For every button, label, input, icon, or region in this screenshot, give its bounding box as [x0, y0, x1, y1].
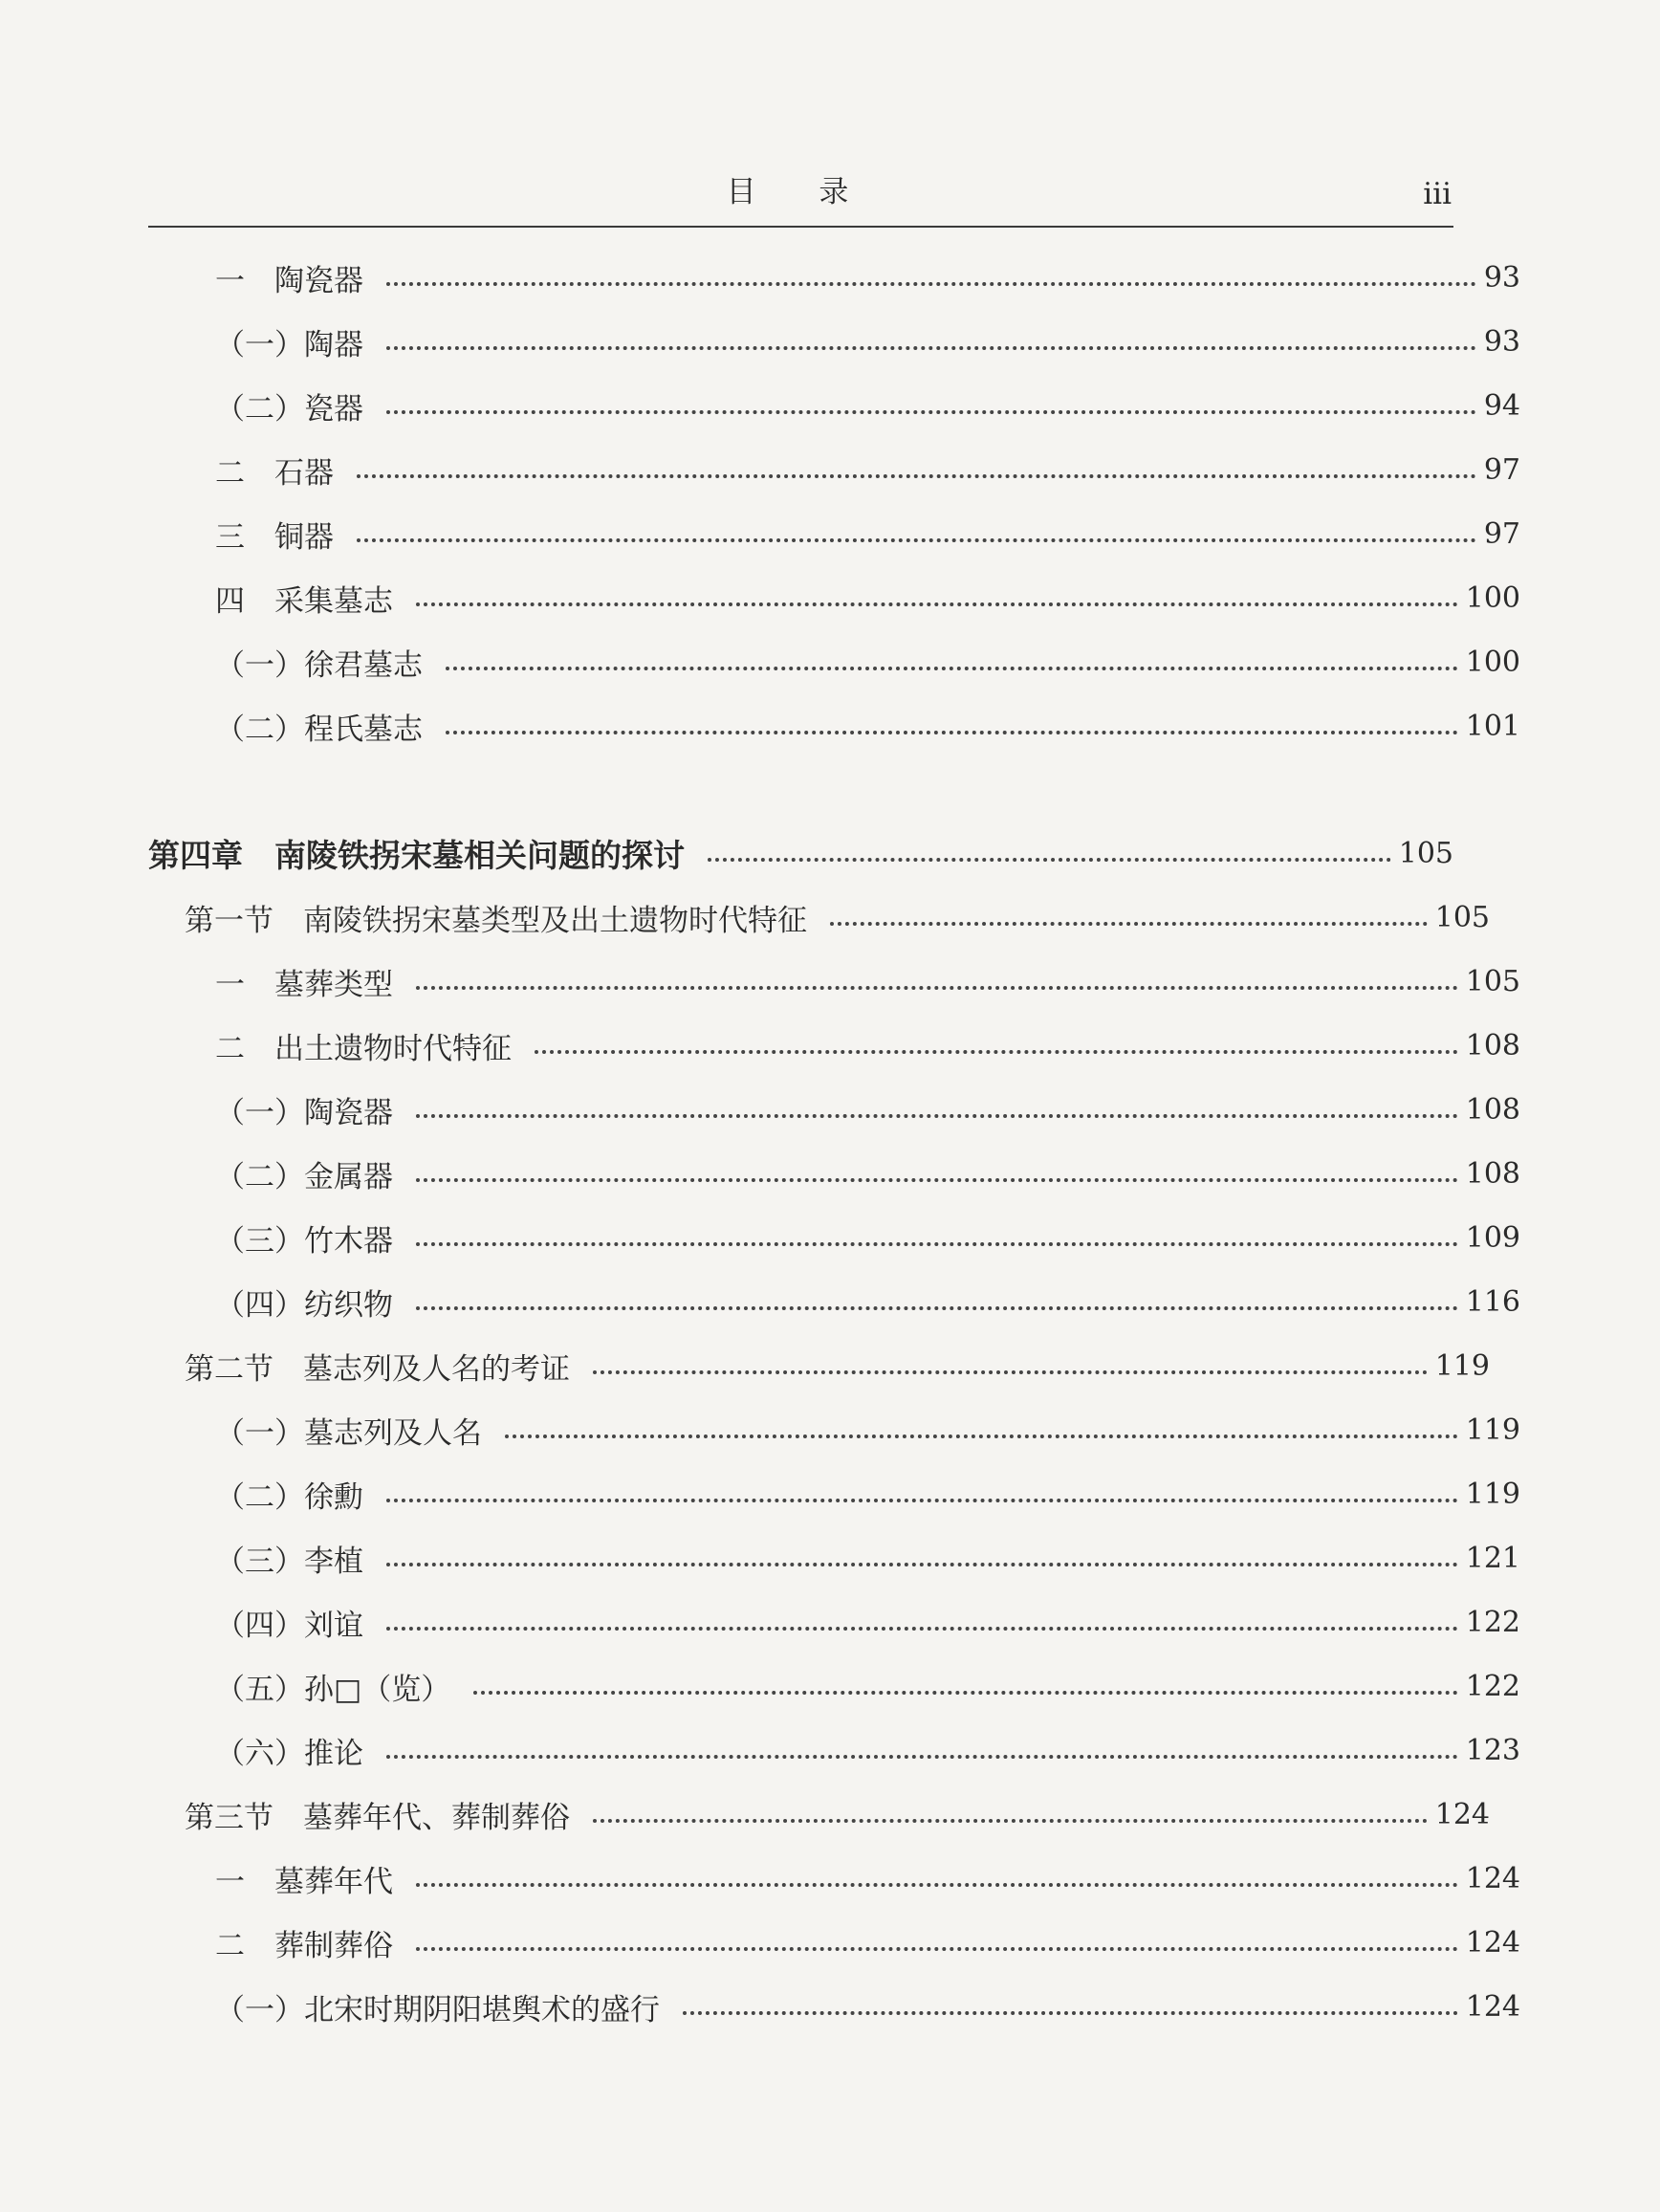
toc-entry-label: （二）程氏墓志	[215, 712, 423, 747]
toc-entry[interactable]	[148, 313, 1520, 370]
dot-leader	[593, 1370, 1428, 1374]
dot-leader	[708, 858, 1391, 862]
toc-entry-page: 108	[1465, 1156, 1520, 1191]
toc-entry[interactable]	[148, 1978, 1520, 2035]
toc-entry-page: 93	[1483, 260, 1520, 295]
toc-entry-label: （一）陶瓷器	[215, 1095, 393, 1130]
dot-leader	[683, 2011, 1458, 2015]
dot-leader	[416, 1242, 1458, 1246]
toc-entry-label: （二）金属器	[215, 1159, 393, 1194]
toc-entry-page: 97	[1483, 516, 1520, 551]
dot-leader	[386, 1755, 1458, 1759]
dot-leader	[416, 986, 1458, 990]
toc-chapter-entry[interactable]	[148, 824, 1453, 882]
toc-entry[interactable]	[148, 377, 1520, 434]
toc-entry[interactable]	[148, 1465, 1520, 1522]
dot-leader	[446, 667, 1458, 670]
toc-entry[interactable]	[148, 441, 1520, 498]
dot-leader	[357, 538, 1476, 542]
toc-entry-label: 二 出土遗物时代特征	[215, 1031, 512, 1066]
toc-section-entry[interactable]	[148, 888, 1490, 946]
toc-entry-page: 108	[1465, 1092, 1520, 1127]
toc-entry-page: 105	[1465, 964, 1520, 998]
toc-entry-page: 93	[1483, 324, 1520, 359]
toc-entry-label: 第三节 墓葬年代、葬制葬俗	[185, 1800, 570, 1835]
toc-entry-label: 一 陶瓷器	[215, 263, 363, 298]
toc-entry-label: （三）李植	[215, 1544, 363, 1579]
toc-entry-label: （六）推论	[215, 1736, 363, 1771]
dot-leader	[386, 1563, 1458, 1566]
dot-leader	[416, 602, 1458, 606]
toc-entry-label: （一）北宋时期阴阳堪舆术的盛行	[215, 1992, 660, 2027]
toc-entry[interactable]	[148, 1850, 1520, 1907]
toc-entry-label: （三）竹木器	[215, 1223, 393, 1259]
header-title: 目 录	[726, 175, 876, 209]
dot-leader	[446, 731, 1458, 734]
toc-entry[interactable]	[148, 1529, 1520, 1587]
toc-entry-page: 97	[1483, 452, 1520, 487]
header-page-number: iii	[1423, 177, 1452, 211]
toc-entry[interactable]	[148, 1914, 1520, 1971]
toc-entry[interactable]	[148, 1401, 1520, 1458]
dot-leader	[357, 474, 1476, 478]
toc-entry-page: 116	[1465, 1284, 1520, 1319]
toc-entry-label: 四 采集墓志	[215, 583, 393, 619]
toc-entry-page: 108	[1465, 1028, 1520, 1062]
dot-leader	[386, 282, 1476, 286]
toc-section-entry[interactable]	[148, 1337, 1490, 1394]
toc-entry-label: 第一节 南陵铁拐宋墓类型及出土遗物时代特征	[185, 903, 807, 938]
dot-leader	[830, 922, 1428, 926]
toc-entry[interactable]	[148, 1721, 1520, 1779]
dot-leader	[416, 1883, 1458, 1887]
toc-entry-page: 109	[1465, 1220, 1520, 1255]
toc-entry-label: （一）徐君墓志	[215, 647, 423, 683]
toc-entry-page: 122	[1465, 1669, 1520, 1703]
toc-entry-page: 105	[1434, 900, 1490, 934]
running-header	[148, 170, 1453, 228]
toc-entry-page: 121	[1465, 1541, 1520, 1575]
toc-entry[interactable]	[148, 633, 1520, 690]
toc-entry-label: 一 墓葬类型	[215, 967, 393, 1002]
toc-entry-label: 一 墓葬年代	[215, 1864, 393, 1899]
toc-entry-page: 123	[1465, 1733, 1520, 1767]
toc-entry-page: 124	[1465, 1925, 1520, 1960]
toc-entry[interactable]	[148, 1209, 1520, 1266]
dot-leader	[386, 410, 1476, 414]
toc-entry-label: 三 铜器	[215, 519, 334, 555]
toc-entry-label: （二）瓷器	[215, 391, 363, 427]
dot-leader	[386, 346, 1476, 350]
toc-entry[interactable]	[148, 569, 1520, 626]
toc-entry-label: （四）纺织物	[215, 1287, 393, 1323]
toc-entry-label: （二）徐勳	[215, 1479, 363, 1515]
toc-entry[interactable]	[148, 1017, 1520, 1074]
toc-entry[interactable]	[148, 1593, 1520, 1651]
toc-entry-page: 124	[1434, 1797, 1490, 1831]
toc-entry-label: （一）陶器	[215, 327, 363, 362]
dot-leader	[505, 1435, 1458, 1438]
dot-leader	[386, 1627, 1458, 1631]
toc-entry[interactable]	[148, 697, 1520, 755]
toc-entry[interactable]	[148, 953, 1520, 1010]
toc-entry-label: （一）墓志列及人名	[215, 1415, 482, 1451]
toc-entry[interactable]	[148, 249, 1520, 306]
toc-entry-page: 119	[1434, 1348, 1490, 1383]
dot-leader	[535, 1050, 1458, 1054]
dot-leader	[593, 1819, 1428, 1823]
toc-entry[interactable]	[148, 1273, 1520, 1330]
toc-entry-page: 94	[1483, 388, 1520, 423]
toc-entry-page: 105	[1398, 836, 1453, 870]
dot-leader	[416, 1306, 1458, 1310]
toc-entry-page: 100	[1465, 580, 1520, 615]
toc-entry-label: 第二节 墓志列及人名的考证	[185, 1351, 570, 1387]
toc-entry-page: 119	[1465, 1413, 1520, 1447]
toc-entry-page: 124	[1465, 1861, 1520, 1895]
toc-section-entry[interactable]	[148, 1785, 1490, 1843]
toc-entry-page: 119	[1465, 1477, 1520, 1511]
toc-entry-page: 124	[1465, 1989, 1520, 2024]
toc-entry-label: （五）孙□（览）	[215, 1672, 451, 1707]
dot-leader	[386, 1499, 1458, 1502]
dot-leader	[473, 1691, 1457, 1695]
toc-entry-label: 第四章 南陵铁拐宋墓相关问题的探讨	[148, 836, 685, 874]
toc-entry[interactable]	[148, 505, 1520, 562]
dot-leader	[416, 1178, 1458, 1182]
toc-entry-page: 100	[1465, 645, 1520, 679]
toc-entry[interactable]	[148, 1657, 1520, 1715]
dot-leader	[416, 1114, 1458, 1118]
dot-leader	[416, 1947, 1458, 1951]
toc-entry[interactable]	[148, 1145, 1520, 1202]
toc-entry-label: 二 葬制葬俗	[215, 1928, 393, 1963]
toc-entry-label: 二 石器	[215, 455, 334, 491]
toc-entry-page: 122	[1465, 1605, 1520, 1639]
toc-entry[interactable]	[148, 1081, 1520, 1138]
toc-entry-page: 101	[1465, 709, 1520, 743]
toc-entry-label: （四）刘谊	[215, 1608, 363, 1643]
